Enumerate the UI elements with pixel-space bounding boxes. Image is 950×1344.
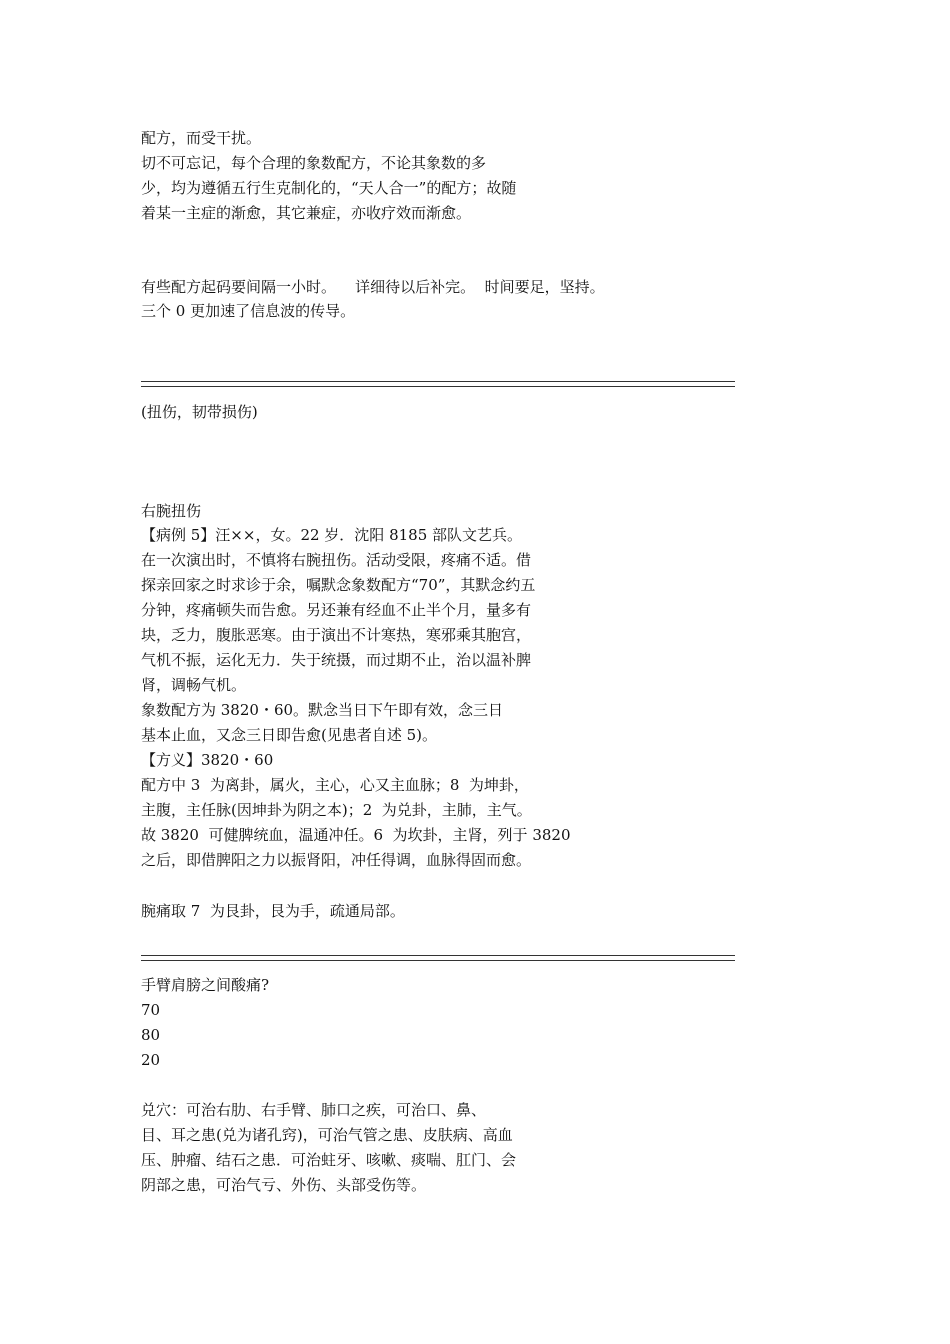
case-line: 在一次演出时，不慎将右腕扭伤。活动受限，疼痛不适。借 <box>141 551 532 569</box>
case-line: 【病例 5】汪××，女。22 岁．沈阳 8185 部队文艺兵。 <box>141 526 523 544</box>
case-line: 象数配方为 3820・60。默念当日下午即有效，念三日 <box>141 701 504 719</box>
case-line: 基本止血，又念三日即告愈(见患者自述 5)。 <box>141 726 438 744</box>
intro-line: 配方，而受干扰。 <box>141 129 262 147</box>
case-line: 分钟，疼痛顿失而告愈。另还兼有经血不止半个月，量多有 <box>141 601 532 619</box>
acupoint-line: 兑穴：可治右肋、右手臂、肺口之疾，可治口、鼻、 <box>141 1101 487 1119</box>
acupoint-line: 阴部之患，可治气亏、外伤、头部受伤等。 <box>141 1176 427 1194</box>
acupoint-line: 目、耳之患(兑为诸孔窍)，可治气管之患、皮肤病、高血 <box>141 1126 513 1144</box>
section-divider <box>141 955 735 961</box>
code-line: 70 <box>141 1001 161 1019</box>
code-line: 80 <box>141 1026 161 1044</box>
case-line: 气机不振，运化无力．失于统摄，而过期不止，治以温补脾 <box>141 651 532 669</box>
case-line: 【方义】3820・60 <box>141 751 274 769</box>
intro-line: 切不可忘记，每个合理的象数配方，不论其象数的多 <box>141 154 487 172</box>
case-line: 配方中 3 为离卦，属火，主心，心又主血脉；8 为坤卦， <box>141 776 529 794</box>
case-title: 右腕扭伤 <box>141 502 202 520</box>
note-line: 有些配方起码要间隔一小时。 详细待以后补完。 时间要足，坚持。 <box>141 278 605 296</box>
section-divider <box>141 381 735 387</box>
case-line: 块，乏力，腹胀恶寒。由于演出不计寒热，寒邪乘其胞宫， <box>141 626 532 644</box>
case-footer: 腕痛取 7 为艮卦，艮为手，疏通局部。 <box>141 902 405 920</box>
question-line: 手臂肩膀之间酸痛? <box>141 976 270 994</box>
code-line: 20 <box>141 1051 161 1069</box>
case-line: 故 3820 可健脾统血，温通冲任。6 为坎卦，主肾，列于 3820 <box>141 826 571 844</box>
note-line: 三个 0 更加速了信息波的传导。 <box>141 302 356 320</box>
case-line: 探亲回家之时求诊于余，嘱默念象数配方“70”，其默念约五 <box>141 576 536 594</box>
case-line: 之后，即借脾阳之力以振肾阳，冲任得调，血脉得固而愈。 <box>141 851 532 869</box>
intro-line: 着某一主症的渐愈，其它兼症，亦收疗效而渐愈。 <box>141 204 472 222</box>
acupoint-line: 压、肿瘤、结石之患．可治蛀牙、咳嗽、痰喘、肛门、会 <box>141 1151 517 1169</box>
intro-line: 少，均为遵循五行生克制化的，“天人合一”的配方；故随 <box>141 179 517 197</box>
case-line: 主腹，主任脉(因坤卦为阴之本)；2 为兑卦，主肺，主气。 <box>141 801 532 819</box>
section-heading: (扭伤，韧带损伤) <box>141 403 258 421</box>
case-line: 肾，调畅气机。 <box>141 676 247 694</box>
